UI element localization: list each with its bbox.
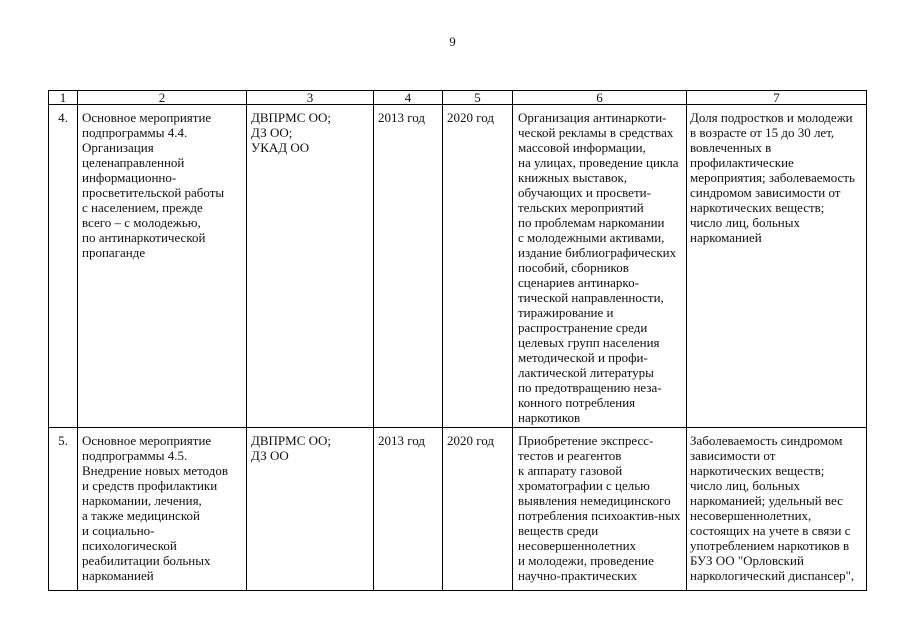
page-number: 9 (449, 34, 456, 49)
start-year-cell: 2013 год (374, 105, 443, 428)
description-cell (513, 428, 687, 591)
text-line: просветительской работы (82, 185, 225, 200)
text-line: а также медицинской (82, 508, 200, 523)
column-header-3: 3 (247, 91, 374, 105)
text-line: информационно- (82, 170, 177, 185)
text-line: распространение среди (518, 320, 648, 335)
text-line: наркотиков (518, 410, 581, 425)
text-line: Доля подростков и молодежи (690, 110, 853, 125)
text-line: Организация антинаркоти- (518, 110, 667, 125)
text-line: число лиц, больных (690, 478, 800, 493)
text-line: Основное мероприятие (82, 110, 212, 125)
column-header-1: 1 (49, 91, 78, 105)
text-line: массовой информации, (518, 140, 646, 155)
text-line: наркоманией (82, 568, 154, 583)
text-line: по антинаркотической (82, 230, 206, 245)
text-line: ДВПРМС ОО; (251, 433, 332, 448)
text-line: потребления психоактив-ных (518, 508, 681, 523)
text-line: веществ среди (518, 523, 599, 538)
program-activities-table (48, 90, 867, 591)
start-year-cell: 2013 год (374, 428, 443, 591)
text-line: издание библиографических (518, 245, 677, 260)
text-line: подпрограммы 4.4. (82, 125, 188, 140)
column-header-4: 4 (374, 91, 443, 105)
text-line: тиражирование и (518, 305, 614, 320)
text-line: подпрограммы 4.5. (82, 448, 188, 463)
text-line: на улицах, проведение цикла (518, 155, 679, 170)
text-line: состоящих на учете в связи с (690, 523, 851, 538)
text-line: зависимости от (690, 448, 776, 463)
text-line: несовершеннолетних (518, 538, 637, 553)
text-line: реабилитации больных (82, 553, 211, 568)
end-year-cell: 2020 год (443, 428, 513, 591)
text-line: БУЗ ОО "Орловский (690, 553, 804, 568)
indicators-cell (687, 105, 867, 428)
text-line: хроматографии с целью (518, 478, 650, 493)
text-line: тестов и реагентов (518, 448, 622, 463)
text-line: и средств профилактики (82, 478, 218, 493)
text-line: наркотических веществ; (690, 200, 825, 215)
text-line: Основное мероприятие (82, 433, 212, 448)
text-line: пособий, сборников (518, 260, 629, 275)
text-line: несовершеннолетних, (690, 508, 812, 523)
text-line: в возрасте от 15 до 30 лет, (690, 125, 835, 140)
column-header-6: 6 (513, 91, 687, 105)
text-line: научно-практических (518, 568, 638, 583)
row-number: 5. (49, 428, 78, 591)
text-line: число лиц, больных (690, 215, 800, 230)
row-number: 4. (49, 105, 78, 428)
text-line: Заболеваемость синдромом (690, 433, 843, 448)
text-line: выявления немедицинского (518, 493, 671, 508)
executors-cell (247, 105, 374, 428)
text-line: пропаганде (82, 245, 146, 260)
text-line: тической направленности, (518, 290, 664, 305)
description-cell (513, 105, 687, 428)
text-line: психологической (82, 538, 177, 553)
text-line: ДВПРМС ОО; (251, 110, 332, 125)
text-line: всего – с молодежью, (82, 215, 201, 230)
text-line: мероприятия; заболеваемость (690, 170, 855, 185)
text-line: целевых групп населения (518, 335, 660, 350)
text-line: УКАД ОО (251, 140, 310, 155)
text-line: Внедрение новых методов (82, 463, 229, 478)
column-header-7: 7 (687, 91, 867, 105)
text-line: конного потребления (518, 395, 636, 410)
text-line: ческой рекламы в средствах (518, 125, 674, 140)
activity-cell (78, 428, 247, 591)
text-line: наркоманией (690, 230, 762, 245)
text-line: по предотвращению неза- (518, 380, 662, 395)
text-line: Организация (82, 140, 154, 155)
text-line: и социально- (82, 523, 155, 538)
text-line: методической и профи- (518, 350, 648, 365)
text-line: наркотических веществ; (690, 463, 825, 478)
text-line: ДЗ ОО (251, 448, 289, 463)
text-line: наркоманией; удельный вес (690, 493, 843, 508)
text-line: целенаправленной (82, 155, 185, 170)
text-line: вовлеченных в (690, 140, 772, 155)
executors-cell (247, 428, 374, 591)
text-line: с молодежными активами, (518, 230, 665, 245)
text-line: наркомании, лечения, (82, 493, 202, 508)
text-line: синдромом зависимости от (690, 185, 841, 200)
text-line: тельских мероприятий (518, 200, 644, 215)
column-header-2: 2 (78, 91, 247, 105)
text-line: и молодежи, проведение (518, 553, 654, 568)
text-line: употреблением наркотиков в (690, 538, 850, 553)
text-line: сценариев антинарко- (518, 275, 639, 290)
text-line: ДЗ ОО; (251, 125, 293, 140)
text-line: Приобретение экспресс- (518, 433, 654, 448)
text-line: профилактические (690, 155, 794, 170)
text-line: по проблемам наркомании (518, 215, 665, 230)
text-line: наркологический диспансер", (690, 568, 855, 583)
text-line: обучающих и просвети- (518, 185, 651, 200)
text-line: лактической литературы (518, 365, 654, 380)
column-header-5: 5 (443, 91, 513, 105)
indicators-cell (687, 428, 867, 591)
end-year-cell: 2020 год (443, 105, 513, 428)
text-line: с населением, прежде (82, 200, 203, 215)
text-line: книжных выставок, (518, 170, 628, 185)
activity-cell (78, 105, 247, 428)
text-line: к аппарату газовой (518, 463, 623, 478)
